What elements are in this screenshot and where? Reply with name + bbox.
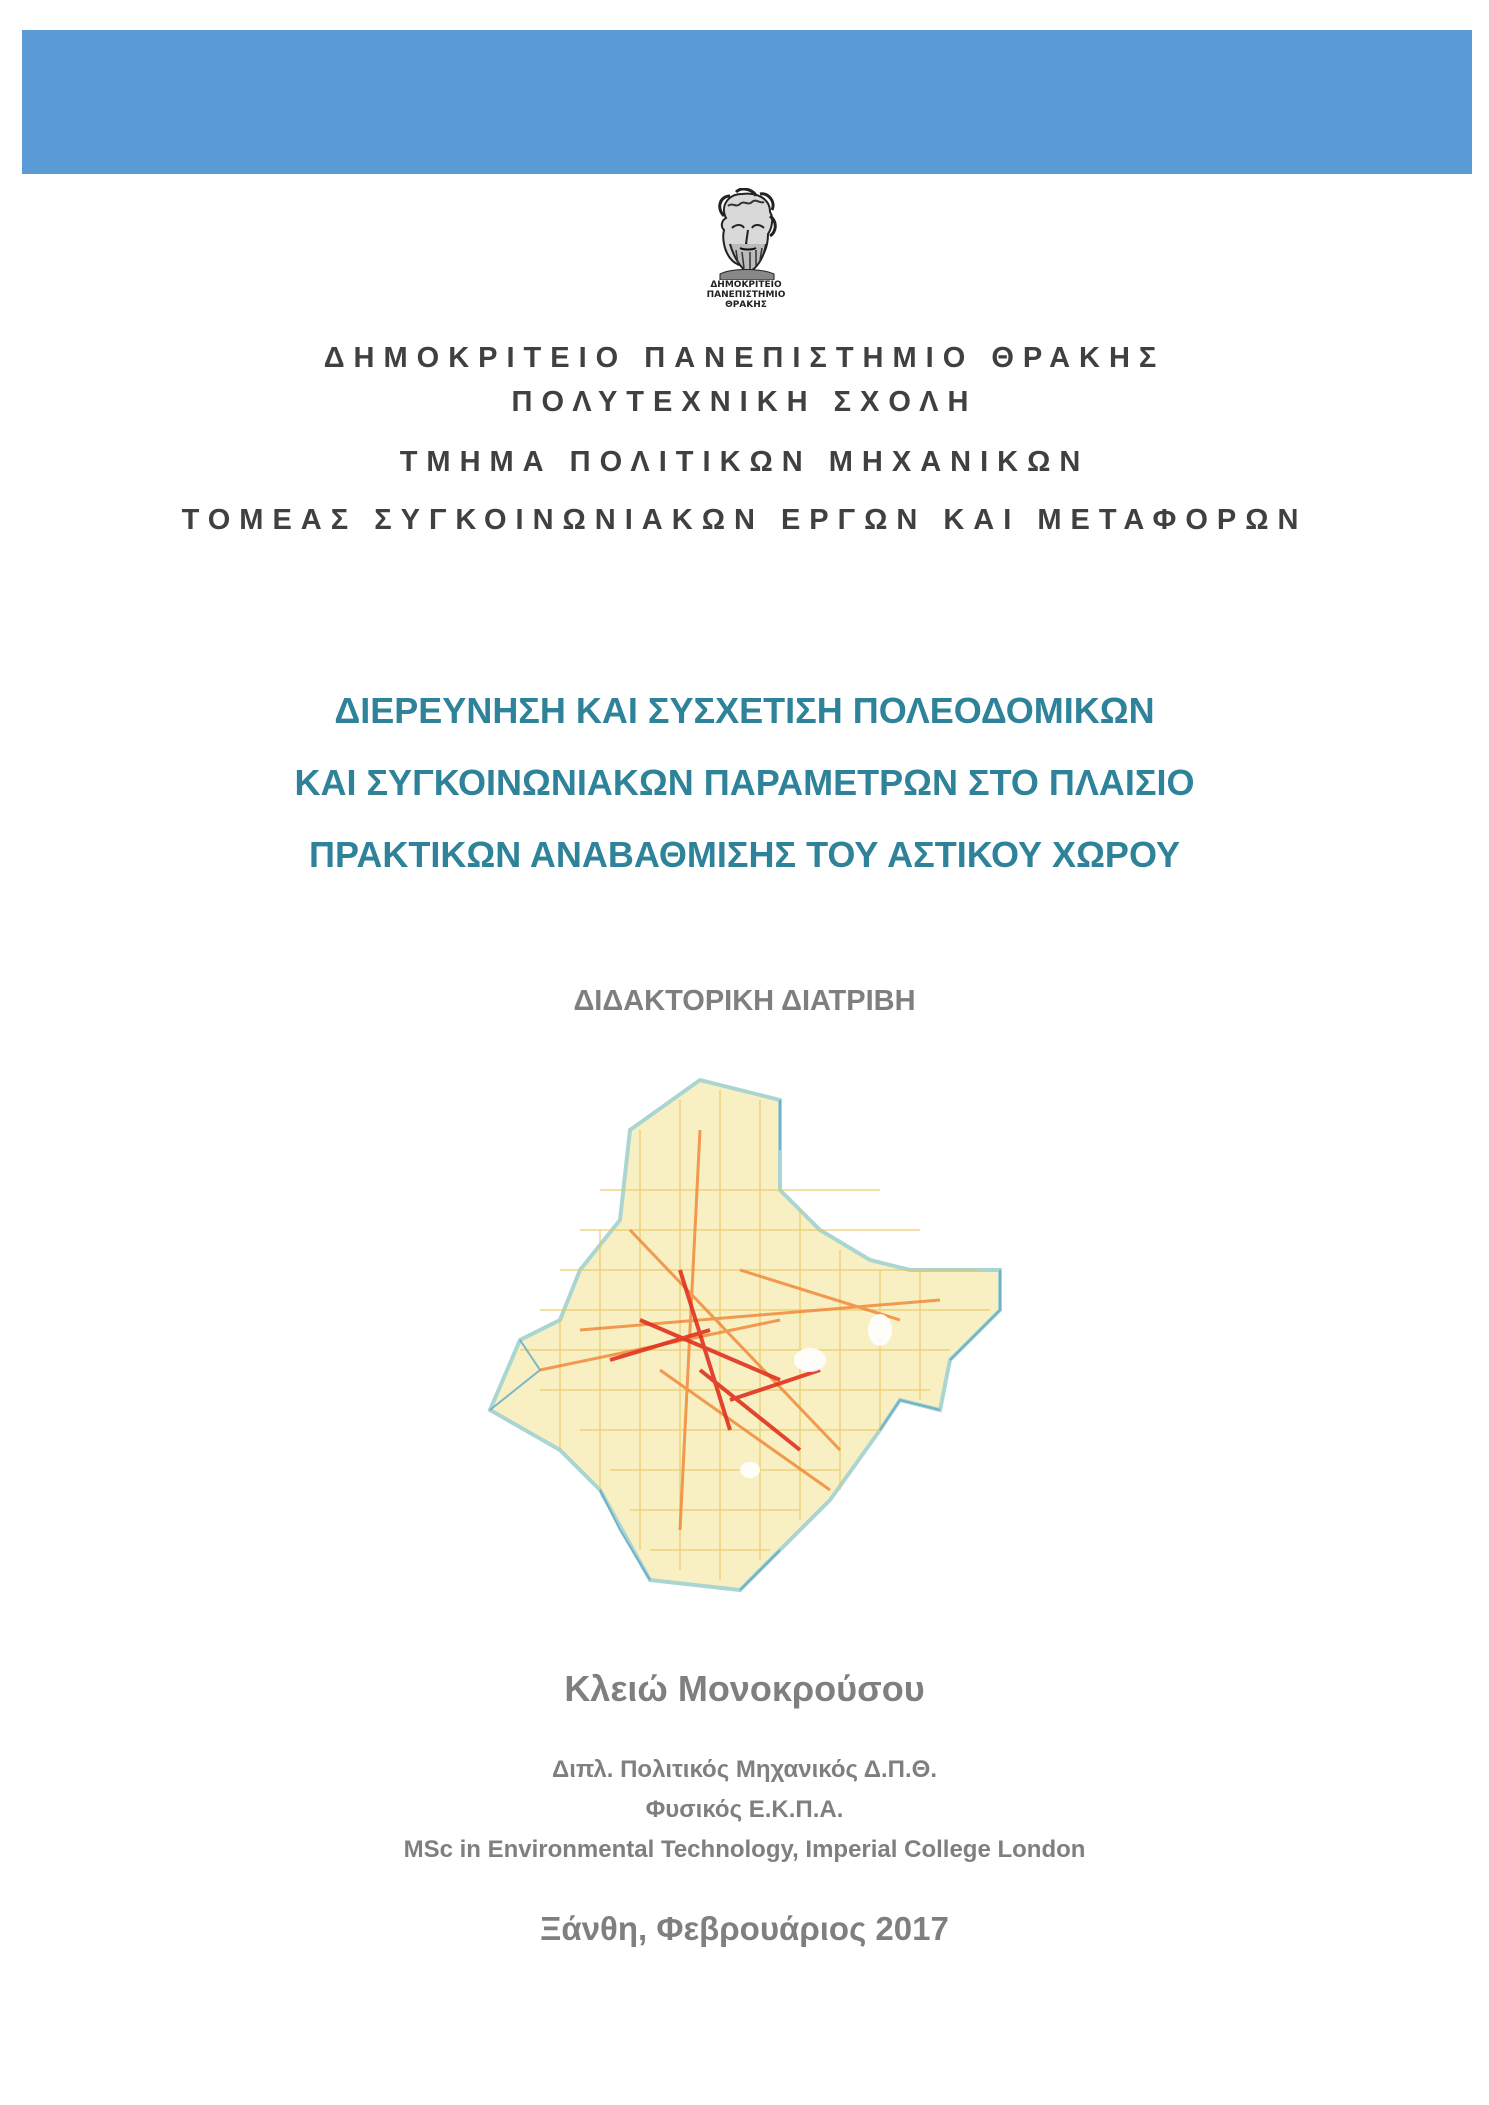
university-name: ΔΗΜΟΚΡΙΤΕΙΟ ΠΑΝΕΠΙΣΤΗΜΙΟ ΘΡΑΚΗΣ bbox=[323, 342, 1166, 374]
thesis-title-line-1: ΔΙΕΡΕΥΝΗΣΗ ΚΑΙ ΣΥΣΧΕΤΙΣΗ ΠΟΛΕΟΔΟΜΙΚΩΝ bbox=[334, 690, 1155, 731]
credential-line: Διπλ. Πολιτικός Μηχανικός Δ.Π.Θ. bbox=[552, 1756, 937, 1783]
place-and-date: Ξάνθη, Φεβρουάριος 2017 bbox=[540, 1910, 949, 1947]
thesis-title-line-3: ΠΡΑΚΤΙΚΩΝ ΑΝΑΒΑΘΜΙΣΗΣ ΤΟΥ ΑΣΤΙΚΟΥ ΧΩΡΟΥ bbox=[309, 834, 1180, 875]
logo-caption: ΔΗΜΟΚΡΙΤΕΙΟ ΠΑΝΕΠΙΣΤΗΜΙΟ ΘΡΑΚΗΣ bbox=[706, 280, 786, 310]
university-logo bbox=[706, 188, 786, 323]
thesis-title-line-2: ΚΑΙ ΣΥΓΚΟΙΝΩΝΙΑΚΩΝ ΠΑΡΑΜΕΤΡΩΝ ΣΤΟ ΠΛΑΙΣΙΟ bbox=[294, 762, 1195, 803]
street-network-heatmap bbox=[480, 1070, 1020, 1610]
credential-line: MSc in Environmental Technology, Imperial College London bbox=[403, 1836, 1086, 1863]
street-network-map bbox=[480, 1070, 1020, 1610]
department-name: ΤΜΗΜΑ ΠΟΛΙΤΙΚΩΝ ΜΗΧΑΝΙΚΩΝ bbox=[399, 446, 1090, 478]
top-color-band bbox=[22, 30, 1472, 174]
democritus-head-icon bbox=[706, 188, 786, 280]
sector-name: ΤΟΜΕΑΣ ΣΥΓΚΟΙΝΩΝΙΑΚΩΝ ΕΡΓΩΝ ΚΑΙ ΜΕΤΑΦΟΡΩΝ bbox=[181, 504, 1308, 536]
author-name: Κλειώ Μονοκρούσου bbox=[564, 1668, 925, 1709]
document-type: ΔΙΔΑΚΤΟΡΙΚΗ ΔΙΑΤΡΙΒΗ bbox=[573, 985, 916, 1017]
school-name: ΠΟΛΥΤΕΧΝΙΚΗ ΣΧΟΛΗ bbox=[511, 386, 978, 418]
credential-line: Φυσικός Ε.Κ.Π.Α. bbox=[645, 1796, 844, 1823]
